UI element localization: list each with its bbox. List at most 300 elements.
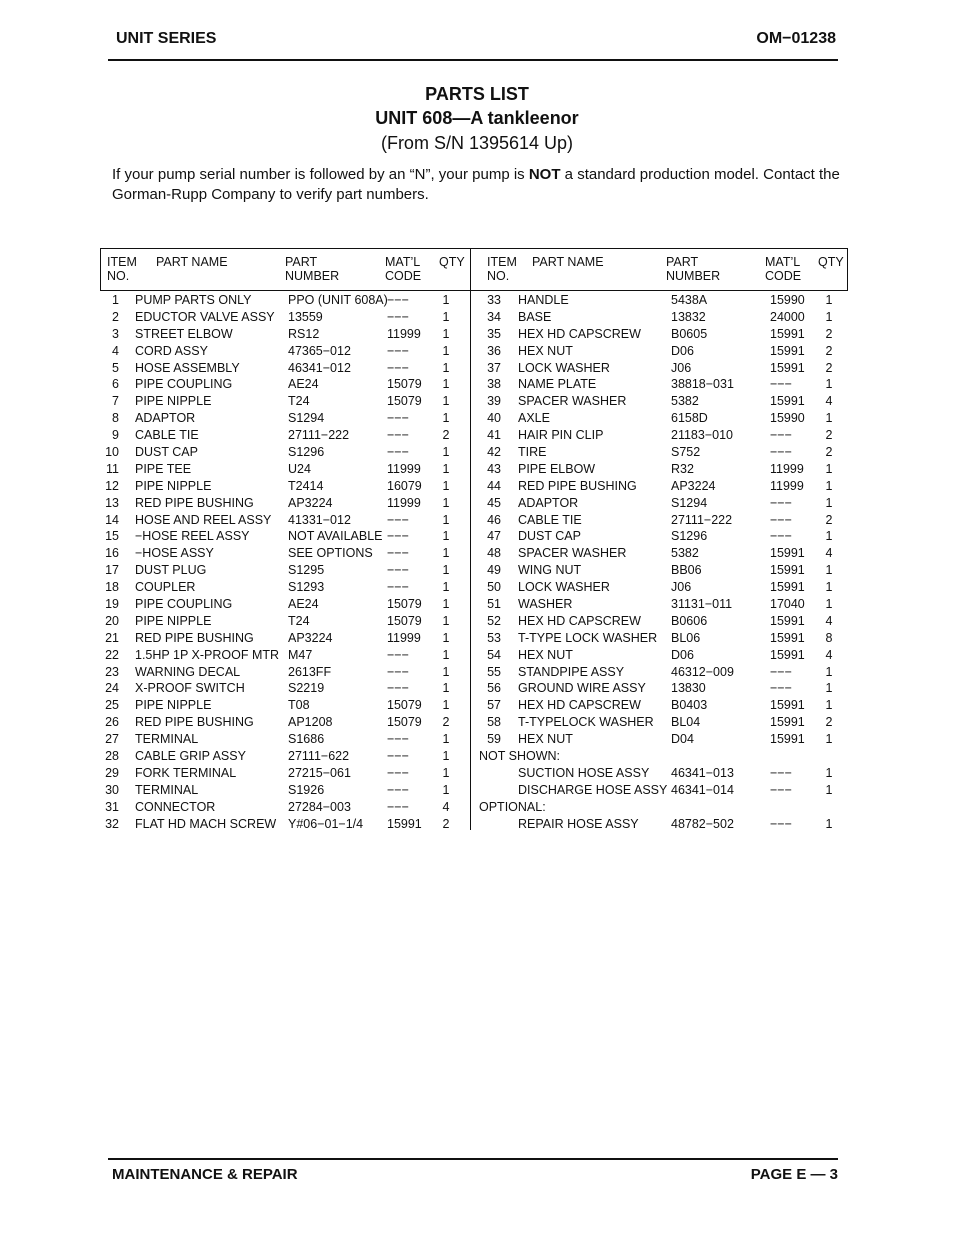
table-row [0,461,954,478]
quantity: 1 [442,732,450,747]
section-note: NOT SHOWN: [479,749,561,764]
part-name: ADAPTOR [135,411,196,426]
item-number: 39 [487,394,501,409]
table-row [0,579,954,596]
quantity: 2 [825,512,833,527]
part-name: PIPE ELBOW [518,461,596,476]
item-number: 32 [105,816,119,831]
item-number: 46 [487,512,501,527]
table-row [0,816,954,833]
part-name: RED PIPE BUSHING [518,478,637,493]
material-code: −−− [770,765,792,780]
item-number: 9 [112,428,119,443]
item-number: 3 [112,326,119,341]
material-code: 15079 [387,377,422,392]
item-number: 37 [487,360,501,375]
material-code: −−− [387,360,409,375]
part-number: 27111−222 [288,428,350,443]
part-number: S1296 [671,529,708,544]
part-number: D04 [671,732,694,747]
part-number: 48782−502 [671,816,734,831]
part-number: AE24 [288,597,319,612]
col-qty-left: QTY [439,255,465,269]
part-name: X-PROOF SWITCH [135,681,245,696]
material-code: −−− [770,681,792,696]
part-name: PIPE NIPPLE [135,698,212,713]
page-header [116,30,836,50]
item-number: 57 [487,698,501,713]
material-code: 17040 [770,597,805,612]
quantity: 2 [825,326,833,341]
material-code: −−− [387,428,409,443]
part-name: CABLE GRIP ASSY [135,749,246,764]
quantity: 1 [825,461,833,476]
col-part-name-right: PART NAME [532,255,604,269]
item-number: 4 [112,343,119,358]
material-code: 15991 [770,698,805,713]
part-name: CABLE TIE [518,512,582,527]
part-number: M47 [288,647,313,662]
quantity: 2 [825,360,833,375]
table-row [0,528,954,545]
part-number: 27111−222 [671,512,733,527]
part-name: −HOSE ASSY [135,546,214,561]
quantity: 2 [442,428,450,443]
part-name: SPACER WASHER [518,394,627,409]
quantity: 2 [442,816,450,831]
parts-table-right [0,292,954,833]
quantity: 1 [442,681,450,696]
quantity: 1 [825,495,833,510]
part-name: NAME PLATE [518,377,597,392]
material-code: 15991 [770,630,805,645]
quantity: 1 [442,765,450,780]
material-code: 15991 [770,546,805,561]
col-part-name-left: PART NAME [156,255,228,269]
item-number: 12 [105,478,119,493]
col-part-number-left: PART NUMBER [285,255,340,283]
item-number: 47 [487,529,501,544]
part-number: 27111−622 [288,749,350,764]
part-name: WASHER [518,597,573,612]
part-number: 13559 [288,309,323,324]
material-code: 15079 [387,597,422,612]
item-number: 11 [106,461,119,476]
part-name: PIPE NIPPLE [135,478,212,493]
part-name: LOCK WASHER [518,580,610,595]
intro-paragraph [112,165,852,205]
part-number: T2414 [288,478,324,493]
part-name: AXLE [518,411,550,426]
item-number: 23 [105,664,119,679]
part-number: 21183−010 [671,428,733,443]
part-name: GROUND WIRE ASSY [518,681,646,696]
material-code: −−− [387,293,409,307]
part-number: 6158D [671,411,708,426]
quantity: 1 [442,597,450,612]
part-number: AE24 [288,377,319,392]
col-mat-code-right: MAT’L CODE [765,255,802,283]
part-number: T24 [288,613,310,628]
quantity: 1 [825,816,833,831]
table-row [0,799,954,816]
part-number: 46341−013 [671,765,734,780]
intro-text-after: a standard production model. Contact the Gorman-Rupp Company to verify part numbers. [112,166,840,203]
table-row [0,292,954,309]
part-number: S1926 [288,782,325,797]
part-number: 38818−031 [671,377,734,392]
item-number: 13 [105,495,119,510]
table-row [0,765,954,782]
table-row [0,410,954,427]
item-number: 7 [112,394,119,409]
quantity: 1 [442,613,450,628]
quantity: 1 [442,580,450,595]
part-number: 27215−061 [288,765,351,780]
section-note: OPTIONAL: [479,799,546,814]
part-number: 46341−012 [288,360,351,375]
intro-text-before: If your pump serial number is followed by an “N”, your pump is [112,166,529,183]
item-number: 59 [487,732,501,747]
material-code: −−− [770,664,792,679]
part-name: TERMINAL [135,782,199,797]
part-name: BASE [518,309,552,324]
part-name: FLAT HD MACH SCREW [135,816,277,831]
material-code: −−− [770,495,792,510]
quantity: 4 [825,394,833,409]
table-row [0,427,954,444]
quantity: 1 [442,343,450,358]
part-name: WING NUT [518,563,582,578]
item-number: 33 [487,293,501,307]
material-code: 15991 [387,816,422,831]
quantity: 1 [442,664,450,679]
quantity: 1 [442,512,450,527]
table-row [0,630,954,647]
header-rule [108,59,838,61]
part-name: CABLE TIE [135,428,199,443]
material-code: −−− [387,799,409,814]
quantity: 2 [825,428,833,443]
quantity: 2 [825,445,833,460]
material-code: 11999 [387,461,421,476]
item-number: 42 [487,445,501,460]
part-name: T-TYPE LOCK WASHER [518,630,658,645]
material-code: 15991 [770,326,805,341]
col-item-right: ITEM NO. [487,255,517,283]
quantity: 1 [442,394,450,409]
part-name: WARNING DECAL [135,664,241,679]
part-number: SEE OPTIONS [288,546,373,561]
quantity: 4 [825,546,833,561]
part-name: PUMP PARTS ONLY [135,293,252,307]
item-number: 24 [105,681,119,696]
quantity: 1 [825,580,833,595]
quantity: 1 [442,563,450,578]
table-row [0,562,954,579]
part-number: S1294 [671,495,708,510]
item-number: 25 [105,698,119,713]
col-item-left [107,255,137,283]
table-row [0,647,954,664]
material-code: −−− [770,377,792,392]
header-doc-number: OM−01238 [756,30,836,47]
quantity: 1 [825,411,833,426]
part-number: 5438A [671,293,708,307]
part-number: S1294 [288,411,325,426]
table-row [0,326,954,343]
part-number: AP1208 [288,715,333,730]
header-series: UNIT SERIES [116,30,217,47]
table-row [0,309,954,326]
item-number: 8 [112,411,119,426]
table-row [0,782,954,799]
material-code: 15991 [770,715,805,730]
material-code: −−− [387,782,409,797]
material-code: −−− [387,512,409,527]
material-code: −−− [387,529,409,544]
quantity: 1 [825,309,833,324]
quantity: 1 [825,597,833,612]
part-name: T-TYPELOCK WASHER [518,715,654,730]
part-number: 31131−011 [671,597,733,612]
material-code: 11999 [387,326,421,341]
quantity: 1 [442,445,450,460]
part-name: EDUCTOR VALVE ASSY [135,309,275,324]
part-name: DUST PLUG [135,563,207,578]
part-name: HANDLE [518,293,569,307]
footer-page-number: PAGE E — 3 [750,1166,838,1183]
footer-section: MAINTENANCE & REPAIR [112,1166,298,1183]
material-code: 15991 [770,360,805,375]
item-number: 38 [487,377,501,392]
part-name: ADAPTOR [518,495,579,510]
item-number: 41 [487,428,501,443]
item-number: 27 [105,732,119,747]
quantity: 1 [442,309,450,324]
material-code: 15079 [387,698,422,713]
part-number: 13832 [671,309,706,324]
item-number: 21 [105,630,119,645]
table-row [0,393,954,410]
part-name: SUCTION HOSE ASSY [518,765,650,780]
material-code: −−− [387,563,409,578]
part-name: TIRE [518,445,547,460]
part-number: J06 [671,360,692,375]
material-code: 15079 [387,715,422,730]
part-name: DUST CAP [518,529,581,544]
table-row [0,478,954,495]
table-row [0,545,954,562]
page-footer [112,1166,838,1186]
item-number: 29 [105,765,119,780]
item-number: 54 [487,647,501,662]
quantity: 1 [825,732,833,747]
material-code: 15079 [387,613,422,628]
item-number: 43 [487,461,501,476]
part-number: J06 [671,580,692,595]
part-number: BL04 [671,715,701,730]
part-name: DISCHARGE HOSE ASSY [518,782,668,797]
part-number: 5382 [671,546,699,561]
part-name: HEX NUT [518,343,573,358]
part-number: T24 [288,394,310,409]
part-name: −HOSE REEL ASSY [135,529,250,544]
quantity: 1 [442,647,450,662]
material-code: −−− [770,428,792,443]
material-code: 15991 [770,580,805,595]
quantity: 1 [825,698,833,713]
part-name: HEX HD CAPSCREW [518,698,641,713]
item-number: 22 [105,647,119,662]
material-code: −−− [770,529,792,544]
quantity: 2 [442,715,450,730]
part-number: AP3224 [671,478,716,493]
part-number: S752 [671,445,701,460]
material-code: 16079 [387,478,422,493]
table-row [0,343,954,360]
table-row [0,714,954,731]
table-row [0,495,954,512]
item-number: 16 [105,546,119,561]
item-number: 2 [112,309,119,324]
item-number: 50 [487,580,501,595]
part-name: HEX NUT [518,732,573,747]
quantity: 2 [825,343,833,358]
part-number: S2219 [288,681,325,696]
item-number: 30 [105,782,119,797]
item-number: 5 [112,360,119,375]
part-name: PIPE COUPLING [135,377,233,392]
table-row [0,512,954,529]
title-serial-range: (From S/N 1395614 Up) [380,133,574,153]
part-number: 47365−012 [288,343,351,358]
col-mat-code-left: MAT’L CODE [385,255,422,283]
material-code: 15991 [770,563,805,578]
table-row [0,664,954,681]
part-number: S1686 [288,732,325,747]
material-code: −−− [387,411,409,426]
part-number: PPO (UNIT 608A) [288,293,388,307]
part-number: B0605 [671,326,708,341]
part-name: REPAIR HOSE ASSY [518,816,639,831]
part-name: HEX HD CAPSCREW [518,326,641,341]
quantity: 4 [442,799,450,814]
item-number: 20 [105,613,119,628]
material-code: 15990 [770,293,805,307]
part-number: S1296 [288,445,325,460]
part-name: PIPE COUPLING [135,597,233,612]
part-number: 5382 [671,394,699,409]
item-number: 36 [487,343,501,358]
material-code: −−− [770,816,792,831]
material-code: −−− [387,309,409,324]
material-code: 15991 [770,732,805,747]
table-row [0,444,954,461]
material-code: −−− [387,647,409,662]
part-name: PIPE NIPPLE [135,394,212,409]
quantity: 1 [442,529,450,544]
material-code: −−− [387,546,409,561]
quantity: 1 [442,461,450,476]
material-code: 11999 [387,495,421,510]
part-number: 41331−012 [288,512,351,527]
table-row [0,697,954,714]
part-name: RED PIPE BUSHING [135,715,254,730]
part-name: STANDPIPE ASSY [518,664,625,679]
quantity: 4 [825,613,833,628]
item-number: 49 [487,563,501,578]
part-name: HEX HD CAPSCREW [518,613,641,628]
item-number: 28 [105,749,119,764]
material-code: 15991 [770,343,805,358]
material-code: 15991 [770,394,805,409]
item-number: 15 [105,529,119,544]
table-row [0,613,954,630]
quantity: 1 [825,563,833,578]
quantity: 1 [442,478,450,493]
part-number: AP3224 [288,495,333,510]
part-name: LOCK WASHER [518,360,610,375]
part-name: COUPLER [135,580,196,595]
item-number: 35 [487,326,501,341]
item-number: 14 [105,512,119,527]
part-name: HOSE AND REEL ASSY [135,512,272,527]
material-code: 15079 [387,394,422,409]
quantity: 8 [825,630,833,645]
part-number: NOT AVAILABLE [288,529,383,544]
item-number: 58 [487,715,501,730]
table-row [0,360,954,377]
intro-text-bold: NOT [528,166,561,183]
part-number: Y#06−01−1/4 [288,816,364,831]
quantity: 1 [442,360,450,375]
part-name: TERMINAL [135,732,199,747]
part-name: HOSE ASSEMBLY [135,360,240,375]
material-code: −−− [387,580,409,595]
col-qty-right: QTY [818,255,844,269]
quantity: 1 [442,293,450,307]
quantity: 1 [825,377,833,392]
part-number: S1293 [288,580,325,595]
part-name: SPACER WASHER [518,546,627,561]
part-name: 1.5HP 1P X-PROOF MTR [135,647,280,662]
material-code: 11999 [387,630,421,645]
part-number: R32 [671,461,694,476]
item-number: 10 [105,445,119,460]
col-part-number-right: PART NUMBER [666,255,721,283]
part-number: B0606 [671,613,708,628]
table-row [0,376,954,393]
quantity: 1 [825,664,833,679]
part-name: PIPE TEE [135,461,192,476]
item-number: 48 [487,546,501,561]
part-name: FORK TERMINAL [135,765,237,780]
material-code: 15991 [770,647,805,662]
footer-rule [108,1158,838,1160]
item-number: 31 [105,799,119,814]
part-number: BL06 [671,630,701,645]
part-number: U24 [288,461,311,476]
material-code: −−− [387,343,409,358]
part-name: DUST CAP [135,445,198,460]
material-code: 24000 [770,309,805,324]
material-code: −−− [387,445,409,460]
quantity: 1 [442,495,450,510]
part-number: 13830 [671,681,706,696]
item-number: 56 [487,681,501,696]
item-number: 34 [487,309,501,324]
